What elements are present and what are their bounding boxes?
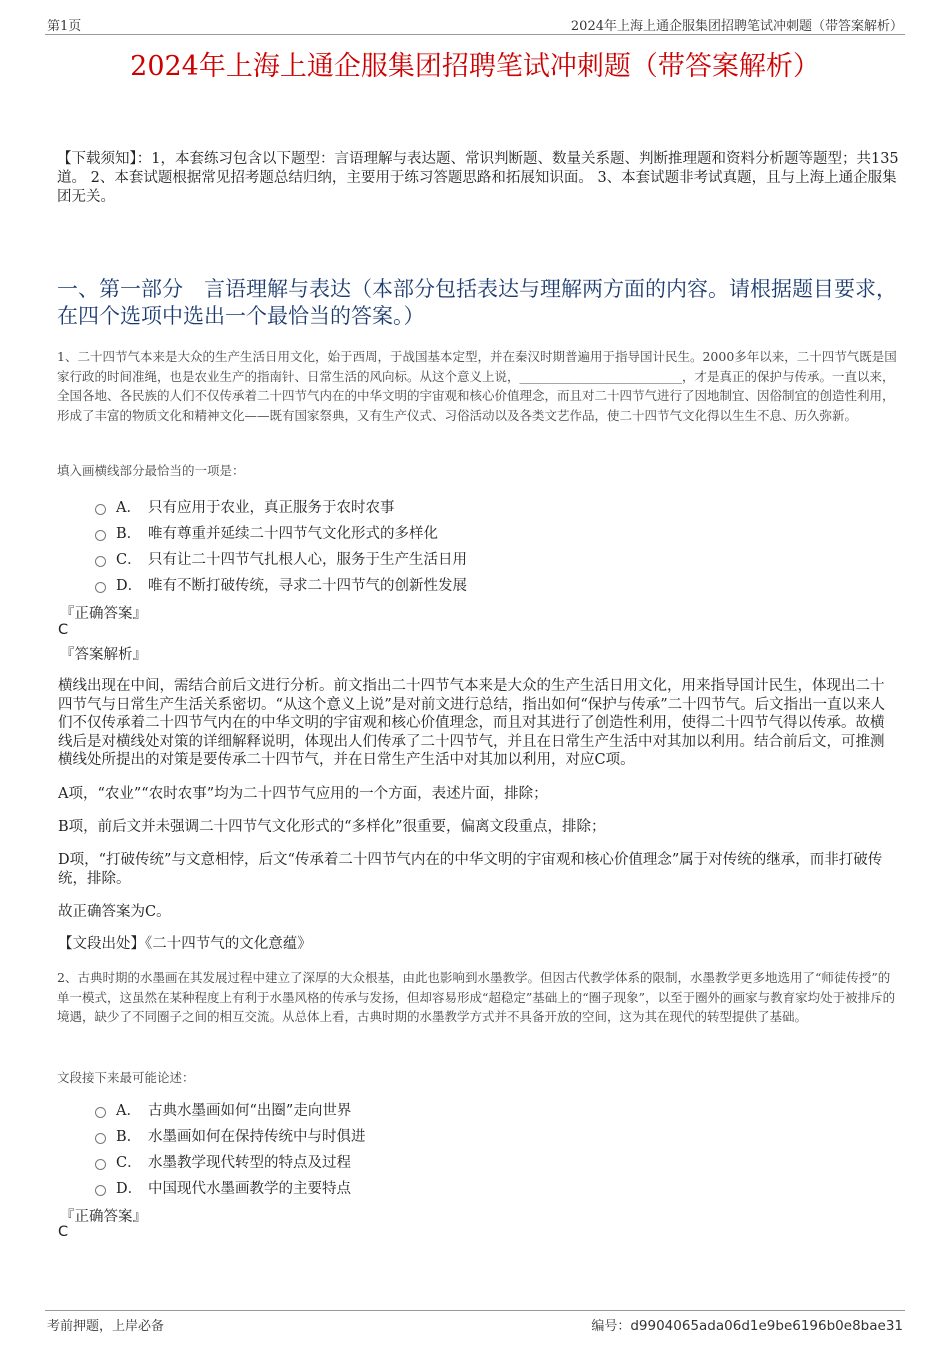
option-c[interactable]: C． 水墨教学现代转型的特点及过程 xyxy=(95,1148,795,1174)
analysis-option-d: D项，“打破传统”与文意相悖，后文“传承着二十四节气内在的中华文明的宇宙观和核心价值理念”属于对传统的继承，而非打破传统，排除。 xyxy=(58,852,883,887)
option-b[interactable]: B． 水墨画如何在保持传统中与时俱进 xyxy=(95,1122,795,1148)
radio-icon[interactable] xyxy=(95,1133,106,1144)
document-title: 2024年上海上通企服集团招聘笔试冲刺题（带答案解析） xyxy=(130,51,820,82)
page-header xyxy=(45,14,905,35)
page-number: 第1页 xyxy=(47,19,82,34)
question-1-prompt: 填入画横线部分最恰当的一项是： xyxy=(57,463,245,478)
radio-icon[interactable] xyxy=(95,1185,106,1196)
question-1-stem: 1、二十四节气本来是大众的生产生活日用文化，始于西周，于战国基本定型，并在秦汉时期普遍用于指导国计民生。2000多年以来，二十四节气既是国家行政的时间准绳，也是农业生产的指南针、日常生活的风向标。从这个意义上说，__________________________，才是真正的保护与传承。一直以来，全国各地、各民族的人们不仅传承着二十四节气内在的中华文明的宇宙观和核心价值理念，而且对二十四节气进行了因地制宜、因俗制宜的创造性利用，形成了丰富的物质文化和精神文化——既有国家祭典，又有生产仪式、习俗活动以及各类文艺作品，使二十四节气文化得以生生不息、历久弥新。 xyxy=(57,349,897,423)
document-code: 编号：d9904065ada06d1e9be6196b0e8bae31 xyxy=(591,1318,903,1334)
option-b[interactable]: B． 唯有尊重并延续二十四节气文化形式的多样化 xyxy=(95,519,795,545)
analysis-conclusion: 故正确答案为C。 xyxy=(58,904,171,920)
question-1-options xyxy=(95,493,795,597)
radio-icon[interactable] xyxy=(95,582,106,593)
option-a[interactable]: A． 只有应用于农业，真正服务于农时农事 xyxy=(95,493,795,519)
option-a[interactable]: A． 古典水墨画如何“出圈”走向世界 xyxy=(95,1096,795,1122)
section-heading: 一、第一部分 言语理解与表达（本部分包括表达与理解两方面的内容。请根据题目要求，在四个选项中选出一个最恰当的答案。） xyxy=(57,277,897,328)
option-d[interactable]: D． 中国现代水墨画教学的主要特点 xyxy=(95,1174,795,1200)
radio-icon[interactable] xyxy=(95,1159,106,1170)
option-d[interactable]: D． 唯有不断打破传统，寻求二十四节气的创新性发展 xyxy=(95,571,795,597)
question-2-stem: 2、古典时期的水墨画在其发展过程中建立了深厚的大众根基，由此也影响到水墨教学。但因古代教学体系的限制，水墨教学更多地选用了“师徒传授”的单一模式，这虽然在某种程度上有利于水墨风格的传承与发扬，但却容易形成“超稳定”基础上的“圈子现象”，以至于圈外的画家与教育家均处于被排斥的境遇，缺少了不同圈子之间的相互交流。从总体上看，古典时期的水墨教学方式并不具备开放的空间，这为其在现代的转型提供了基础。 xyxy=(57,970,896,1024)
correct-answer: C xyxy=(58,1224,69,1240)
answer-label: 『正确答案』 xyxy=(60,1209,147,1225)
radio-icon[interactable] xyxy=(95,504,106,515)
analysis-option-a: A项，“农业”“农时农事”均为二十四节气应用的一个方面，表述片面，排除； xyxy=(58,786,548,802)
download-notice: 【下载须知】：1，本套练习包含以下题型：言语理解与表达题、常识判断题、数量关系题、判断推理题和资料分析题等题型；共135道。 2、本套试题根据常见招考题总结归纳，主要用于练习答题思路和拓展知识面。 3、本套试题非考试真题，且与上海上通企服集团无关。 xyxy=(57,151,899,205)
answer-blank: __________________________ xyxy=(519,368,683,384)
question-2-prompt: 文段接下来最可能论述： xyxy=(57,1070,195,1085)
radio-icon[interactable] xyxy=(95,530,106,541)
option-c[interactable]: C． 只有让二十四节气扎根人心，服务于生产生活日用 xyxy=(95,545,795,571)
answer-label: 『正确答案』 xyxy=(60,606,147,622)
header-doc-title: 2024年上海上通企服集团招聘笔试冲刺题（带答案解析） xyxy=(570,19,903,34)
footer-slogan: 考前押题，上岸必备 xyxy=(47,1319,165,1334)
analysis-option-b: B项，前后文并未强调二十四节气文化形式的“多样化”很重要，偏离文段重点，排除； xyxy=(58,819,606,835)
analysis-label: 『答案解析』 xyxy=(60,647,147,663)
correct-answer: C xyxy=(58,622,69,638)
radio-icon[interactable] xyxy=(95,556,106,567)
text-source: 【文段出处】《二十四节气的文化意蕴》 xyxy=(58,936,312,952)
radio-icon[interactable] xyxy=(95,1107,106,1118)
page-footer xyxy=(45,1310,905,1335)
analysis-paragraph: 横线出现在中间，需结合前后文进行分析。前文指出二十四节气本来是大众的生产生活日用文化，用来指导国计民生，体现出二十四节气与日常生产生活关系密切。“从这个意义上说”是对前文进行总结，指出如何“保护与传承”二十四节气。后文指出一直以来人们不仅传承着二十四节气内在的中华文明的宇宙观和核心价值理念，而且对其进行了创造性利用，使得二十四节气得以传承。故横线后是对横线处对策的详细解释说明，体现出人们传承了二十四节气，并且在日常生产生活中对其加以利用。结合前后文，可推测横线处所提出的对策是要传承二十四节气，并在日常生产生活中对其加以利用，对应C项。 xyxy=(58,678,886,768)
question-2-options xyxy=(95,1096,795,1200)
